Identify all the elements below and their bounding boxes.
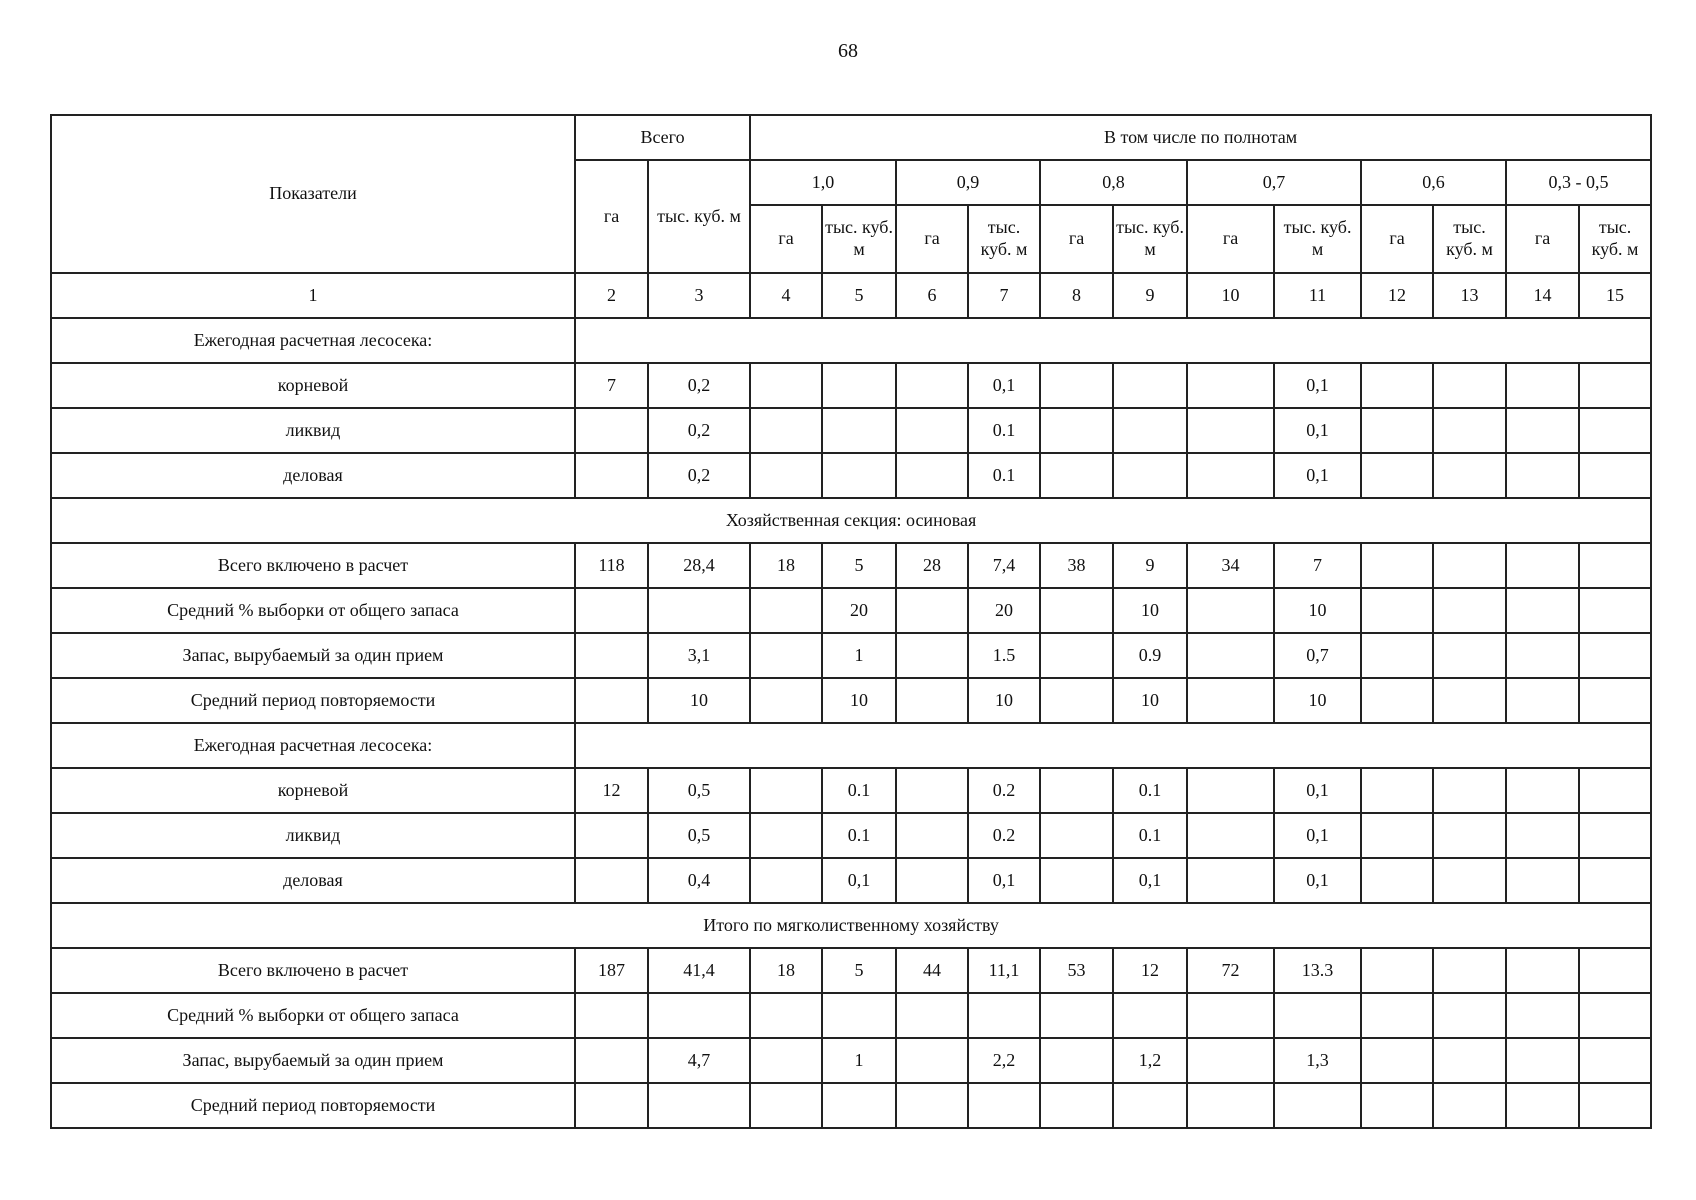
table-cell [1579,588,1651,633]
header-unit-volume: тыс. куб. м [822,205,896,273]
header-density-1: 1,0 [750,160,896,205]
table-cell [648,1083,750,1128]
table-cell [750,453,822,498]
table-cell [1433,633,1506,678]
row-label: ликвид [51,408,575,453]
table-cell [822,363,896,408]
row-label: Средний % выборки от общего запаса [51,588,575,633]
table-row [51,858,1651,903]
table-cell [1361,678,1433,723]
table-cell: 0,1 [968,858,1040,903]
table-row [51,948,1651,993]
table-cell [750,813,822,858]
table-cell [1361,858,1433,903]
table-cell: 0.2 [968,813,1040,858]
table-cell [1187,588,1274,633]
table-cell: 9 [1113,543,1187,588]
column-number: 4 [750,273,822,318]
table-cell: 10 [968,678,1040,723]
table-cell [1579,633,1651,678]
group-label-row [51,318,1651,363]
section-header-row [51,498,1651,543]
table-cell [1040,1083,1113,1128]
table-cell [1274,1083,1361,1128]
table-cell: 10 [1274,588,1361,633]
table-cell [822,993,896,1038]
header-unit-ha: га [1361,205,1433,273]
table-cell [1187,1083,1274,1128]
table-cell [1433,363,1506,408]
table-cell [1113,363,1187,408]
table-cell: 12 [575,768,648,813]
table-row [51,453,1651,498]
row-label: Средний период повторяемости [51,1083,575,1128]
table-cell [648,993,750,1038]
table-cell [1433,993,1506,1038]
column-number: 9 [1113,273,1187,318]
table-cell: 0,1 [1113,858,1187,903]
row-label: деловая [51,453,575,498]
table-cell: 0,1 [1274,768,1361,813]
header-density-2: 0,9 [896,160,1040,205]
table-cell [1113,1083,1187,1128]
table-cell [896,813,968,858]
table-cell: 10 [1274,678,1361,723]
table-cell [1579,813,1651,858]
table-cell [575,813,648,858]
table-cell [1187,858,1274,903]
table-row [51,993,1651,1038]
column-number-row [51,273,1651,318]
table-cell [1040,768,1113,813]
table-cell: 10 [648,678,750,723]
table-cell [575,1038,648,1083]
table-cell: 20 [822,588,896,633]
table-cell [1579,678,1651,723]
table-cell: 28 [896,543,968,588]
table-cell [1040,633,1113,678]
table-cell [750,768,822,813]
header-unit-volume: тыс. куб. м [968,205,1040,273]
table-cell [1579,363,1651,408]
table-cell [1361,813,1433,858]
table-cell [968,993,1040,1038]
table-cell [1274,993,1361,1038]
table-cell [1113,408,1187,453]
table-cell [1433,588,1506,633]
table-cell [1361,543,1433,588]
table-cell [1187,1038,1274,1083]
table-cell: 5 [822,948,896,993]
table-cell [1579,1038,1651,1083]
table-cell: 0,1 [822,858,896,903]
row-label: Запас, вырубаемый за один прием [51,1038,575,1083]
table-cell [1040,588,1113,633]
table-cell: 72 [1187,948,1274,993]
table-cell [896,363,968,408]
table-cell: 28,4 [648,543,750,588]
table-cell [1579,768,1651,813]
row-label: Средний период повторяемости [51,678,575,723]
table-cell [1187,408,1274,453]
table-cell [575,633,648,678]
table-cell: 0.1 [822,813,896,858]
table-cell [1433,678,1506,723]
table-cell [1361,633,1433,678]
table-cell [1187,768,1274,813]
header-unit-volume: тыс. куб. м [1113,205,1187,273]
table-cell: 53 [1040,948,1113,993]
row-label: корневой [51,768,575,813]
header-density-6: 0,3 - 0,5 [1506,160,1651,205]
row-label: Всего включено в расчет [51,948,575,993]
table-cell [1040,993,1113,1038]
row-label: Всего включено в расчет [51,543,575,588]
table-cell: 0,5 [648,813,750,858]
table-cell [1433,543,1506,588]
table-cell [822,408,896,453]
table-cell: 0.1 [968,408,1040,453]
header-unit-ha: га [896,205,968,273]
table-cell [1187,993,1274,1038]
table-cell: 41,4 [648,948,750,993]
table-cell: 0.9 [1113,633,1187,678]
table-cell: 118 [575,543,648,588]
table-cell: 0,7 [1274,633,1361,678]
header-unit-ha: га [1187,205,1274,273]
table-cell [1187,633,1274,678]
table-cell: 0.2 [968,768,1040,813]
table-cell [1579,948,1651,993]
table-cell: 0,1 [968,363,1040,408]
table-cell [750,588,822,633]
table-cell: 0,1 [1274,363,1361,408]
table-cell [1506,588,1579,633]
table-cell [1187,813,1274,858]
row-label: корневой [51,363,575,408]
column-number: 15 [1579,273,1651,318]
table-cell: 1.5 [968,633,1040,678]
table-cell: 7 [1274,543,1361,588]
table-row [51,768,1651,813]
header-density-3: 0,8 [1040,160,1187,205]
table-cell [1433,453,1506,498]
column-number: 10 [1187,273,1274,318]
table-cell: 0.1 [968,453,1040,498]
table-cell [575,858,648,903]
table-cell [1361,588,1433,633]
table-cell: 5 [822,543,896,588]
table-row [51,1083,1651,1128]
table-cell [1506,633,1579,678]
table-row [51,363,1651,408]
section-header-row [51,903,1651,948]
table-cell: 0,4 [648,858,750,903]
forest-harvest-table [50,114,1652,1129]
table-row [51,588,1651,633]
header-unit-volume: тыс. куб. м [1274,205,1361,273]
table-cell [1361,363,1433,408]
table-cell [1361,1083,1433,1128]
table-cell [575,588,648,633]
table-cell: 13.3 [1274,948,1361,993]
section-title: Хозяйственная секция: осиновая [51,498,1651,543]
table-cell [896,453,968,498]
table-cell: 7,4 [968,543,1040,588]
table-cell: 0,1 [1274,453,1361,498]
table-cell [896,1038,968,1083]
column-number: 6 [896,273,968,318]
table-cell [1506,363,1579,408]
table-cell: 1,2 [1113,1038,1187,1083]
column-number: 1 [51,273,575,318]
header-unit-volume: тыс. куб. м [1579,205,1651,273]
table-cell [750,1038,822,1083]
column-number: 14 [1506,273,1579,318]
table-cell [575,453,648,498]
column-number: 12 [1361,273,1433,318]
table-cell: 0.1 [1113,768,1187,813]
table-cell [1040,363,1113,408]
table-cell [1187,363,1274,408]
column-number: 11 [1274,273,1361,318]
table-cell: 44 [896,948,968,993]
table-cell: 0,1 [1274,813,1361,858]
table-cell [1040,453,1113,498]
table-cell [1506,543,1579,588]
table-cell [896,1083,968,1128]
table-cell [1361,993,1433,1038]
table-cell [750,993,822,1038]
table-cell: 2,2 [968,1038,1040,1083]
table-row [51,813,1651,858]
table-cell [1433,858,1506,903]
table-cell: 12 [1113,948,1187,993]
header-unit-ha: га [750,205,822,273]
table-cell [1579,1083,1651,1128]
table-cell: 0,2 [648,408,750,453]
table-cell [648,588,750,633]
table-cell [896,858,968,903]
table-cell [750,858,822,903]
table-cell [750,678,822,723]
table-row [51,1038,1651,1083]
table-cell [750,633,822,678]
table-cell: 0.1 [1113,813,1187,858]
table-cell [968,1083,1040,1128]
table-cell [1579,858,1651,903]
header-unit-volume: тыс. куб. м [1433,205,1506,273]
table-cell [896,588,968,633]
table-cell [1113,453,1187,498]
table-cell [896,633,968,678]
empty-span-cell [575,723,1651,768]
table-row [51,543,1651,588]
table-cell [750,1083,822,1128]
table-cell [896,993,968,1038]
table-cell [896,768,968,813]
table-cell [896,408,968,453]
table-cell [822,453,896,498]
table-cell [750,363,822,408]
header-row-1 [51,115,1651,160]
table-cell: 1 [822,1038,896,1083]
table-cell [896,678,968,723]
header-density-4: 0,7 [1187,160,1361,205]
table-cell [1506,453,1579,498]
column-number: 2 [575,273,648,318]
table-cell [575,993,648,1038]
row-label: деловая [51,858,575,903]
table-cell [575,1083,648,1128]
table-cell: 10 [1113,588,1187,633]
table-cell: 10 [822,678,896,723]
table-cell: 7 [575,363,648,408]
table-cell [1579,453,1651,498]
table-cell [1506,408,1579,453]
header-total: Всего [575,115,750,160]
table-cell: 0,2 [648,453,750,498]
table-cell [1433,408,1506,453]
table-cell [1506,858,1579,903]
table-cell [575,678,648,723]
table-cell [1579,408,1651,453]
row-label: Запас, вырубаемый за один прием [51,633,575,678]
table-cell: 18 [750,543,822,588]
header-density-5: 0,6 [1361,160,1506,205]
table-cell: 0.1 [822,768,896,813]
table-cell [1433,768,1506,813]
table-cell [1506,678,1579,723]
table-cell: 10 [1113,678,1187,723]
row-label: Ежегодная расчетная лесосека: [51,723,575,768]
table-cell: 11,1 [968,948,1040,993]
column-number: 8 [1040,273,1113,318]
group-label-row [51,723,1651,768]
table-cell [575,408,648,453]
table-row [51,633,1651,678]
table-cell: 1,3 [1274,1038,1361,1083]
table-body [51,115,1651,1128]
table-cell: 0,1 [1274,408,1361,453]
table-cell: 4,7 [648,1038,750,1083]
table-cell [1506,1083,1579,1128]
table-cell: 34 [1187,543,1274,588]
empty-span-cell [575,318,1651,363]
table-cell [1433,813,1506,858]
header-by-density: В том числе по полнотам [750,115,1651,160]
table-cell [1361,408,1433,453]
column-number: 7 [968,273,1040,318]
column-number: 3 [648,273,750,318]
table-cell [1361,948,1433,993]
header-unit-ha: га [1506,205,1579,273]
table-cell [1433,948,1506,993]
header-total-ha: га [575,160,648,273]
column-number: 13 [1433,273,1506,318]
row-label: ликвид [51,813,575,858]
row-label: Средний % выборки от общего запаса [51,993,575,1038]
table-cell [1187,678,1274,723]
table-cell [1040,1038,1113,1083]
header-total-volume: тыс. куб. м [648,160,750,273]
table-cell: 0,2 [648,363,750,408]
table-cell: 18 [750,948,822,993]
table-cell [750,408,822,453]
page-number: 68 [838,40,858,62]
table-cell: 0,1 [1274,858,1361,903]
table-cell [1579,993,1651,1038]
table-cell [1187,453,1274,498]
table-row [51,408,1651,453]
table-cell [822,1083,896,1128]
table-cell: 3,1 [648,633,750,678]
table-cell [1040,858,1113,903]
table-cell [1506,1038,1579,1083]
table-cell [1506,948,1579,993]
header-unit-ha: га [1040,205,1113,273]
table-cell [1433,1083,1506,1128]
table-cell [1579,543,1651,588]
table-cell: 38 [1040,543,1113,588]
table-cell [1040,813,1113,858]
table-cell [1506,993,1579,1038]
table-row [51,678,1651,723]
table-cell [1361,453,1433,498]
row-label: Ежегодная расчетная лесосека: [51,318,575,363]
table-cell [1040,678,1113,723]
table-cell: 1 [822,633,896,678]
table-cell [1361,1038,1433,1083]
table-cell: 187 [575,948,648,993]
table-cell: 20 [968,588,1040,633]
table-cell: 0,5 [648,768,750,813]
table-cell [1040,408,1113,453]
column-number: 5 [822,273,896,318]
section-title: Итого по мягколиственному хозяйству [51,903,1651,948]
table-cell [1433,1038,1506,1083]
table-cell [1506,813,1579,858]
table-cell [1113,993,1187,1038]
table-cell [1506,768,1579,813]
table-cell [1361,768,1433,813]
header-indicators: Показатели [51,115,575,273]
